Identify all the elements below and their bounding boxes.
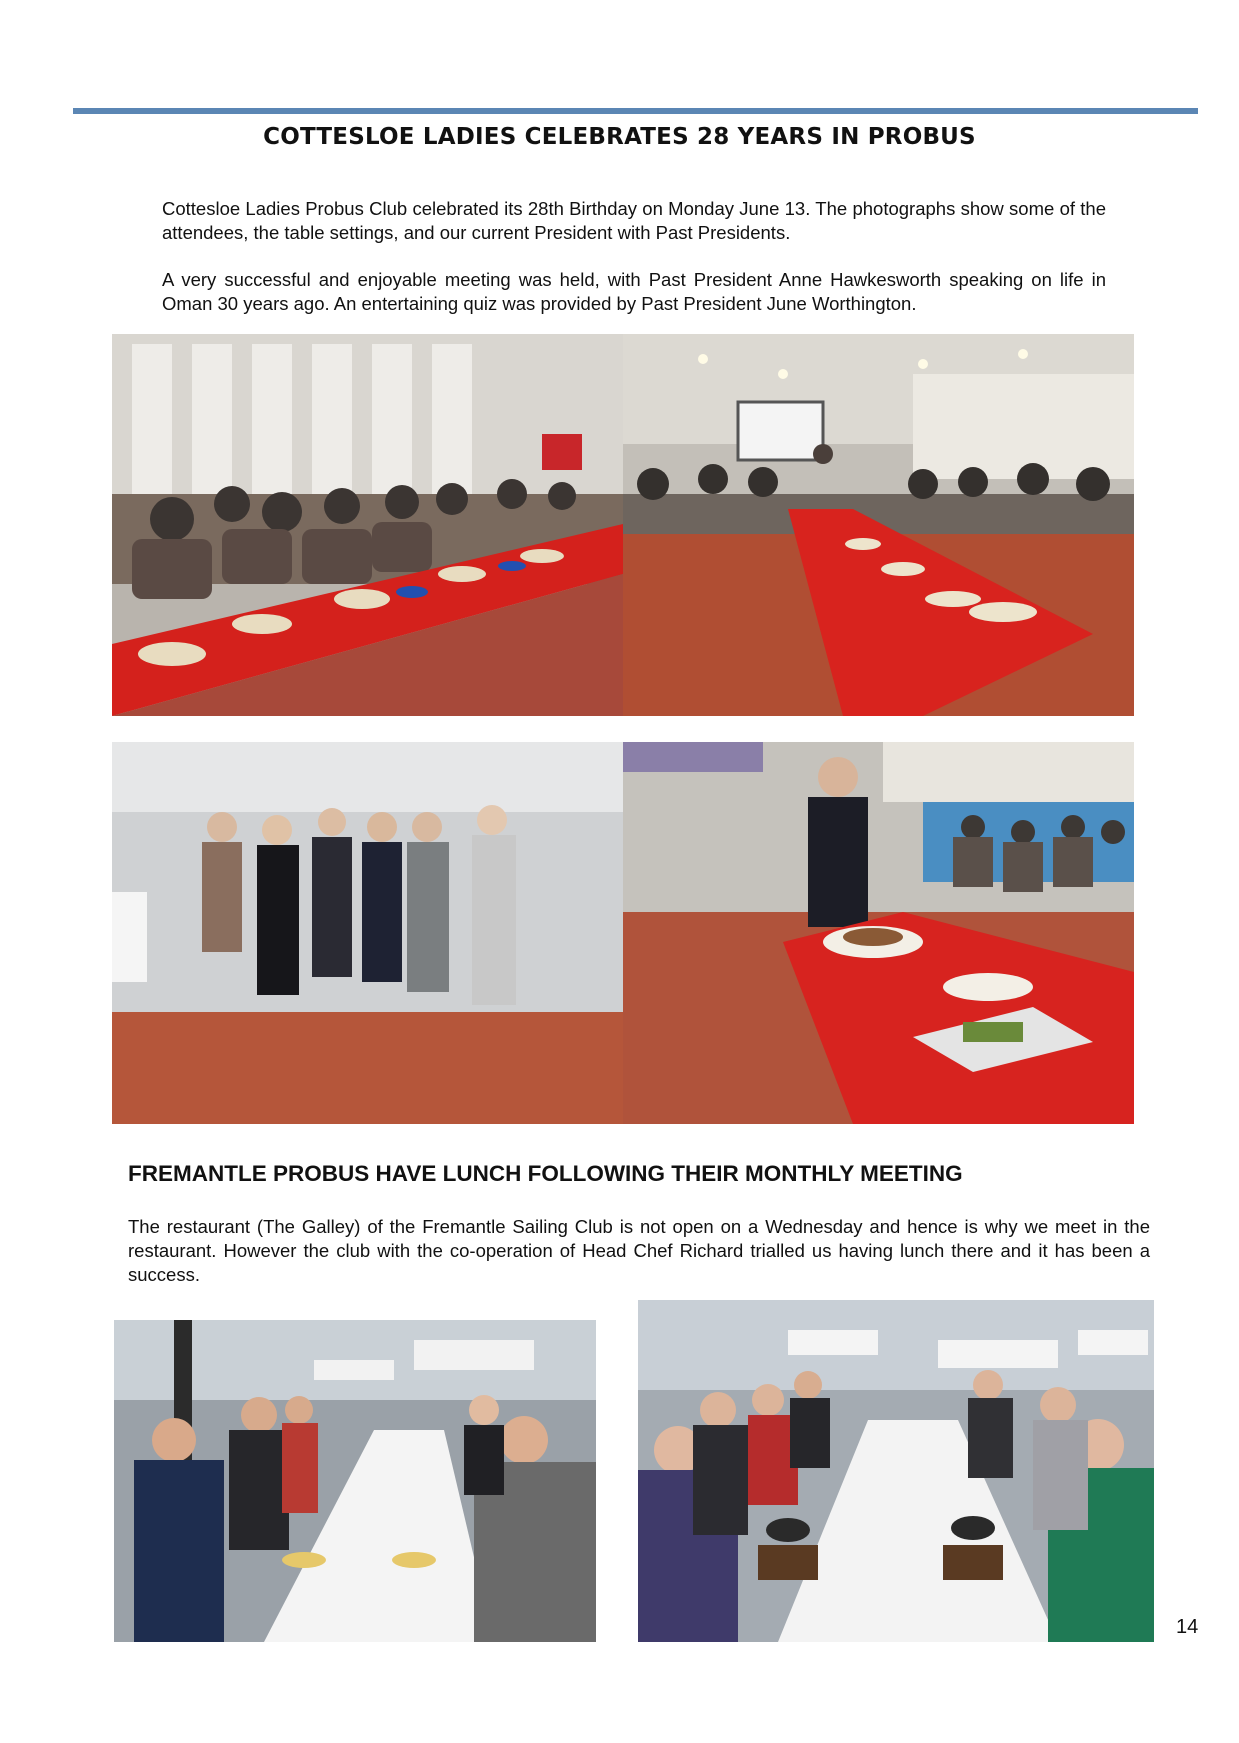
article-paragraph-3: The restaurant (The Galley) of the Fremantle Sailing Club is not open on a Wednesday and hence is why we meet in the restaurant. However the club with the co-operation of Head Chef Richard trialled us having lunch there and it has been a success.	[128, 1216, 1150, 1285]
photo-past-presidents	[112, 742, 623, 1124]
photo-president-cake	[623, 742, 1134, 1124]
photo-fremantle-lunch-2	[638, 1300, 1154, 1642]
article-title-fremantle: FREMANTLE PROBUS HAVE LUNCH FOLLOWING THEIR MONTHLY MEETING	[128, 1161, 963, 1186]
header-rule	[73, 108, 1198, 114]
photo-table-settings	[623, 334, 1134, 716]
photo-attendees-tables	[112, 334, 623, 716]
article-title-cottesloe: COTTESLOE LADIES CELEBRATES 28 YEARS IN PROBUS	[263, 124, 976, 150]
article-paragraph-1: Cottesloe Ladies Probus Club celebrated its 28th Birthday on Monday June 13. The photographs show some of the attendees, the table settings, and our current President with Past Presidents.	[162, 198, 1106, 243]
page-number: 14	[1176, 1616, 1199, 1638]
photo-fremantle-lunch-1	[114, 1320, 596, 1642]
article-paragraph-2: A very successful and enjoyable meeting was held, with Past President Anne Hawkesworth speaking on life in Oman 30 years ago. An entertaining quiz was provided by Past President June Worthington.	[162, 269, 1106, 314]
